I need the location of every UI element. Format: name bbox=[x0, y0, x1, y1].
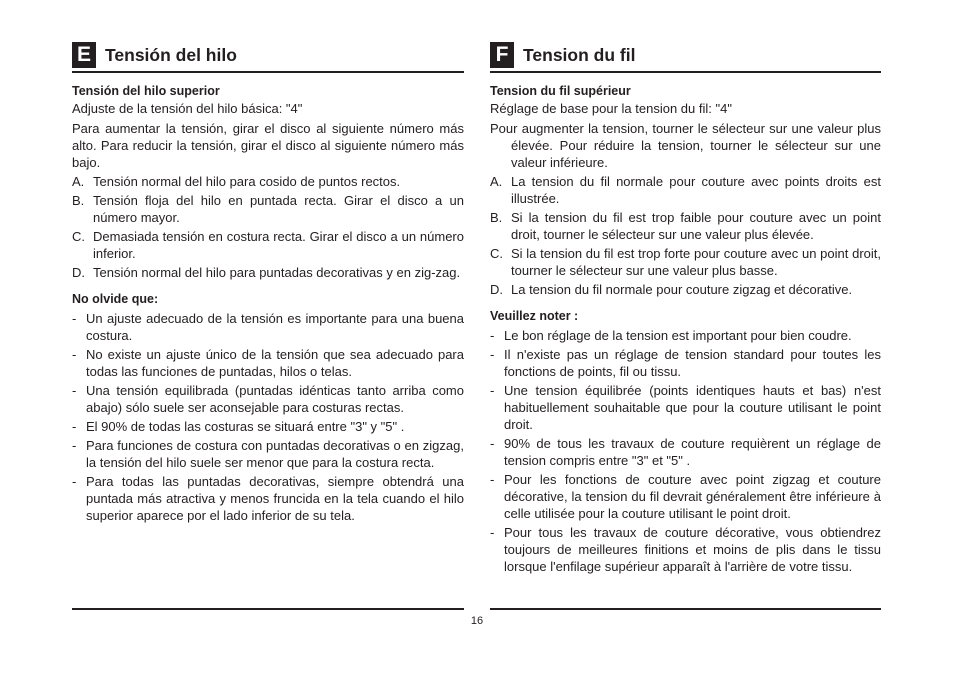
section-title: Tensión del hilo bbox=[105, 44, 237, 65]
spanish-column bbox=[72, 42, 464, 524]
list-item: - Il n'existe pas un réglage de tension standard pour toutes les fonctions de points, fil ou tissu. bbox=[490, 347, 881, 379]
subheading-upper-thread: Tensión del hilo superior bbox=[72, 84, 220, 98]
basic-setting-text: Réglage de base pour la tension du fil: "4" bbox=[490, 101, 732, 116]
footer-rule-left bbox=[72, 608, 464, 610]
subheading-upper-thread: Tension du fil supérieur bbox=[490, 84, 631, 98]
french-column bbox=[490, 42, 881, 575]
list-item: - No existe un ajuste único de la tensión que sea adecuado para todas las funciones de puntadas, hilos o telas. bbox=[72, 347, 464, 379]
section-header bbox=[490, 42, 881, 68]
language-badge: F bbox=[490, 42, 514, 68]
list-item: - 90% de tous les travaux de couture requièrent un réglage de tension compris entre "3" et "5" . bbox=[490, 436, 881, 468]
section-title: Tension du fil bbox=[523, 44, 636, 65]
header-rule bbox=[490, 71, 881, 73]
list-item: B. Tensión floja del hilo en puntada recta. Girar el disco a un número mayor. bbox=[72, 193, 464, 225]
list-item: B. Si la tension du fil est trop faible pour couture avec un point droit, tourner le sélecteur sur une valeur plus élevée. bbox=[490, 210, 881, 242]
header-rule bbox=[72, 71, 464, 73]
list-item: - Para funciones de costura con puntadas decorativas o en zigzag, la tensión del hilo suele ser menor que para la costura recta. bbox=[72, 438, 464, 470]
list-item: A. Tensión normal del hilo para cosido de puntos rectos. bbox=[72, 174, 401, 189]
list-item: - El 90% de todas las costuras se situará entre "3" y "5" . bbox=[72, 419, 405, 434]
list-item: D. La tension du fil normale pour couture zigzag et décorative. bbox=[490, 282, 853, 297]
subheading-notes: Veuillez noter : bbox=[490, 309, 579, 323]
notes-list bbox=[72, 310, 464, 524]
subheading-notes: No olvide que: bbox=[72, 292, 159, 306]
basic-setting-text: Adjuste de la tensión del hilo básica: "4" bbox=[72, 101, 303, 116]
language-badge: E bbox=[72, 42, 96, 68]
page-number: 16 bbox=[470, 615, 484, 627]
list-item: - Une tension équilibrée (points identiques hauts et bas) n'est habituellement souhaitable que pour la couture utilisant le point droit. bbox=[490, 383, 881, 432]
section-header bbox=[72, 42, 464, 68]
list-item: C. Demasiada tensión en costura recta. Girar el disco a un número inferior. bbox=[72, 229, 464, 261]
list-item: A. La tension du fil normale pour couture avec points droits est illustrée. bbox=[490, 174, 881, 206]
list-item: D. Tensión normal del hilo para puntadas decorativas y en zig-zag. bbox=[72, 265, 461, 280]
list-item: C. Si la tension du fil est trop forte pour couture avec un point droit, tourner le sélecteur sur une valeur plus basse. bbox=[490, 246, 881, 278]
list-item: - Un ajuste adecuado de la tensión es importante para una buena costura. bbox=[72, 311, 464, 343]
list-item: - Pour les fonctions de couture avec point zigzag et couture décorative, la tension du fil devrait généralement être inférieure à celle utilisée pour la couture utilisant le point droit. bbox=[490, 472, 881, 521]
list-item: - Pour tous les travaux de couture décorative, vous obtiendrez toujours de meilleures finitions et moins de plis dans le tissu lorsque l'enfilage supérieur apparaît à l'arrière de votre tissu. bbox=[490, 525, 881, 574]
intro-paragraph: Para aumentar la tensión, girar el disco al siguiente número más alto. Para reducir la tensión, girar el disco al siguiente número más bajo. bbox=[72, 121, 464, 170]
list-item: - Para todas las puntadas decorativas, siempre obtendrá una puntada más atractiva y menos fruncida en la tela cuando el hilo superior aparece por el lado inferior de su tela. bbox=[72, 474, 464, 523]
intro-paragraph: Pour augmenter la tension, tourner le sélecteur sur une valeur plus élevée. Pour réduire la tension, tourner le sélecteur sur une valeur inférieure. bbox=[490, 121, 881, 170]
notes-list bbox=[490, 327, 881, 575]
footer-rule-right bbox=[490, 608, 881, 610]
list-item: - Una tensión equilibrada (puntadas idénticas tanto arriba como abajo) sólo suele ser aconsejable para costuras rectas. bbox=[72, 383, 464, 415]
tension-list bbox=[490, 173, 881, 298]
list-item: - Le bon réglage de la tension est important pour bien coudre. bbox=[490, 328, 852, 343]
tension-list bbox=[72, 173, 464, 281]
